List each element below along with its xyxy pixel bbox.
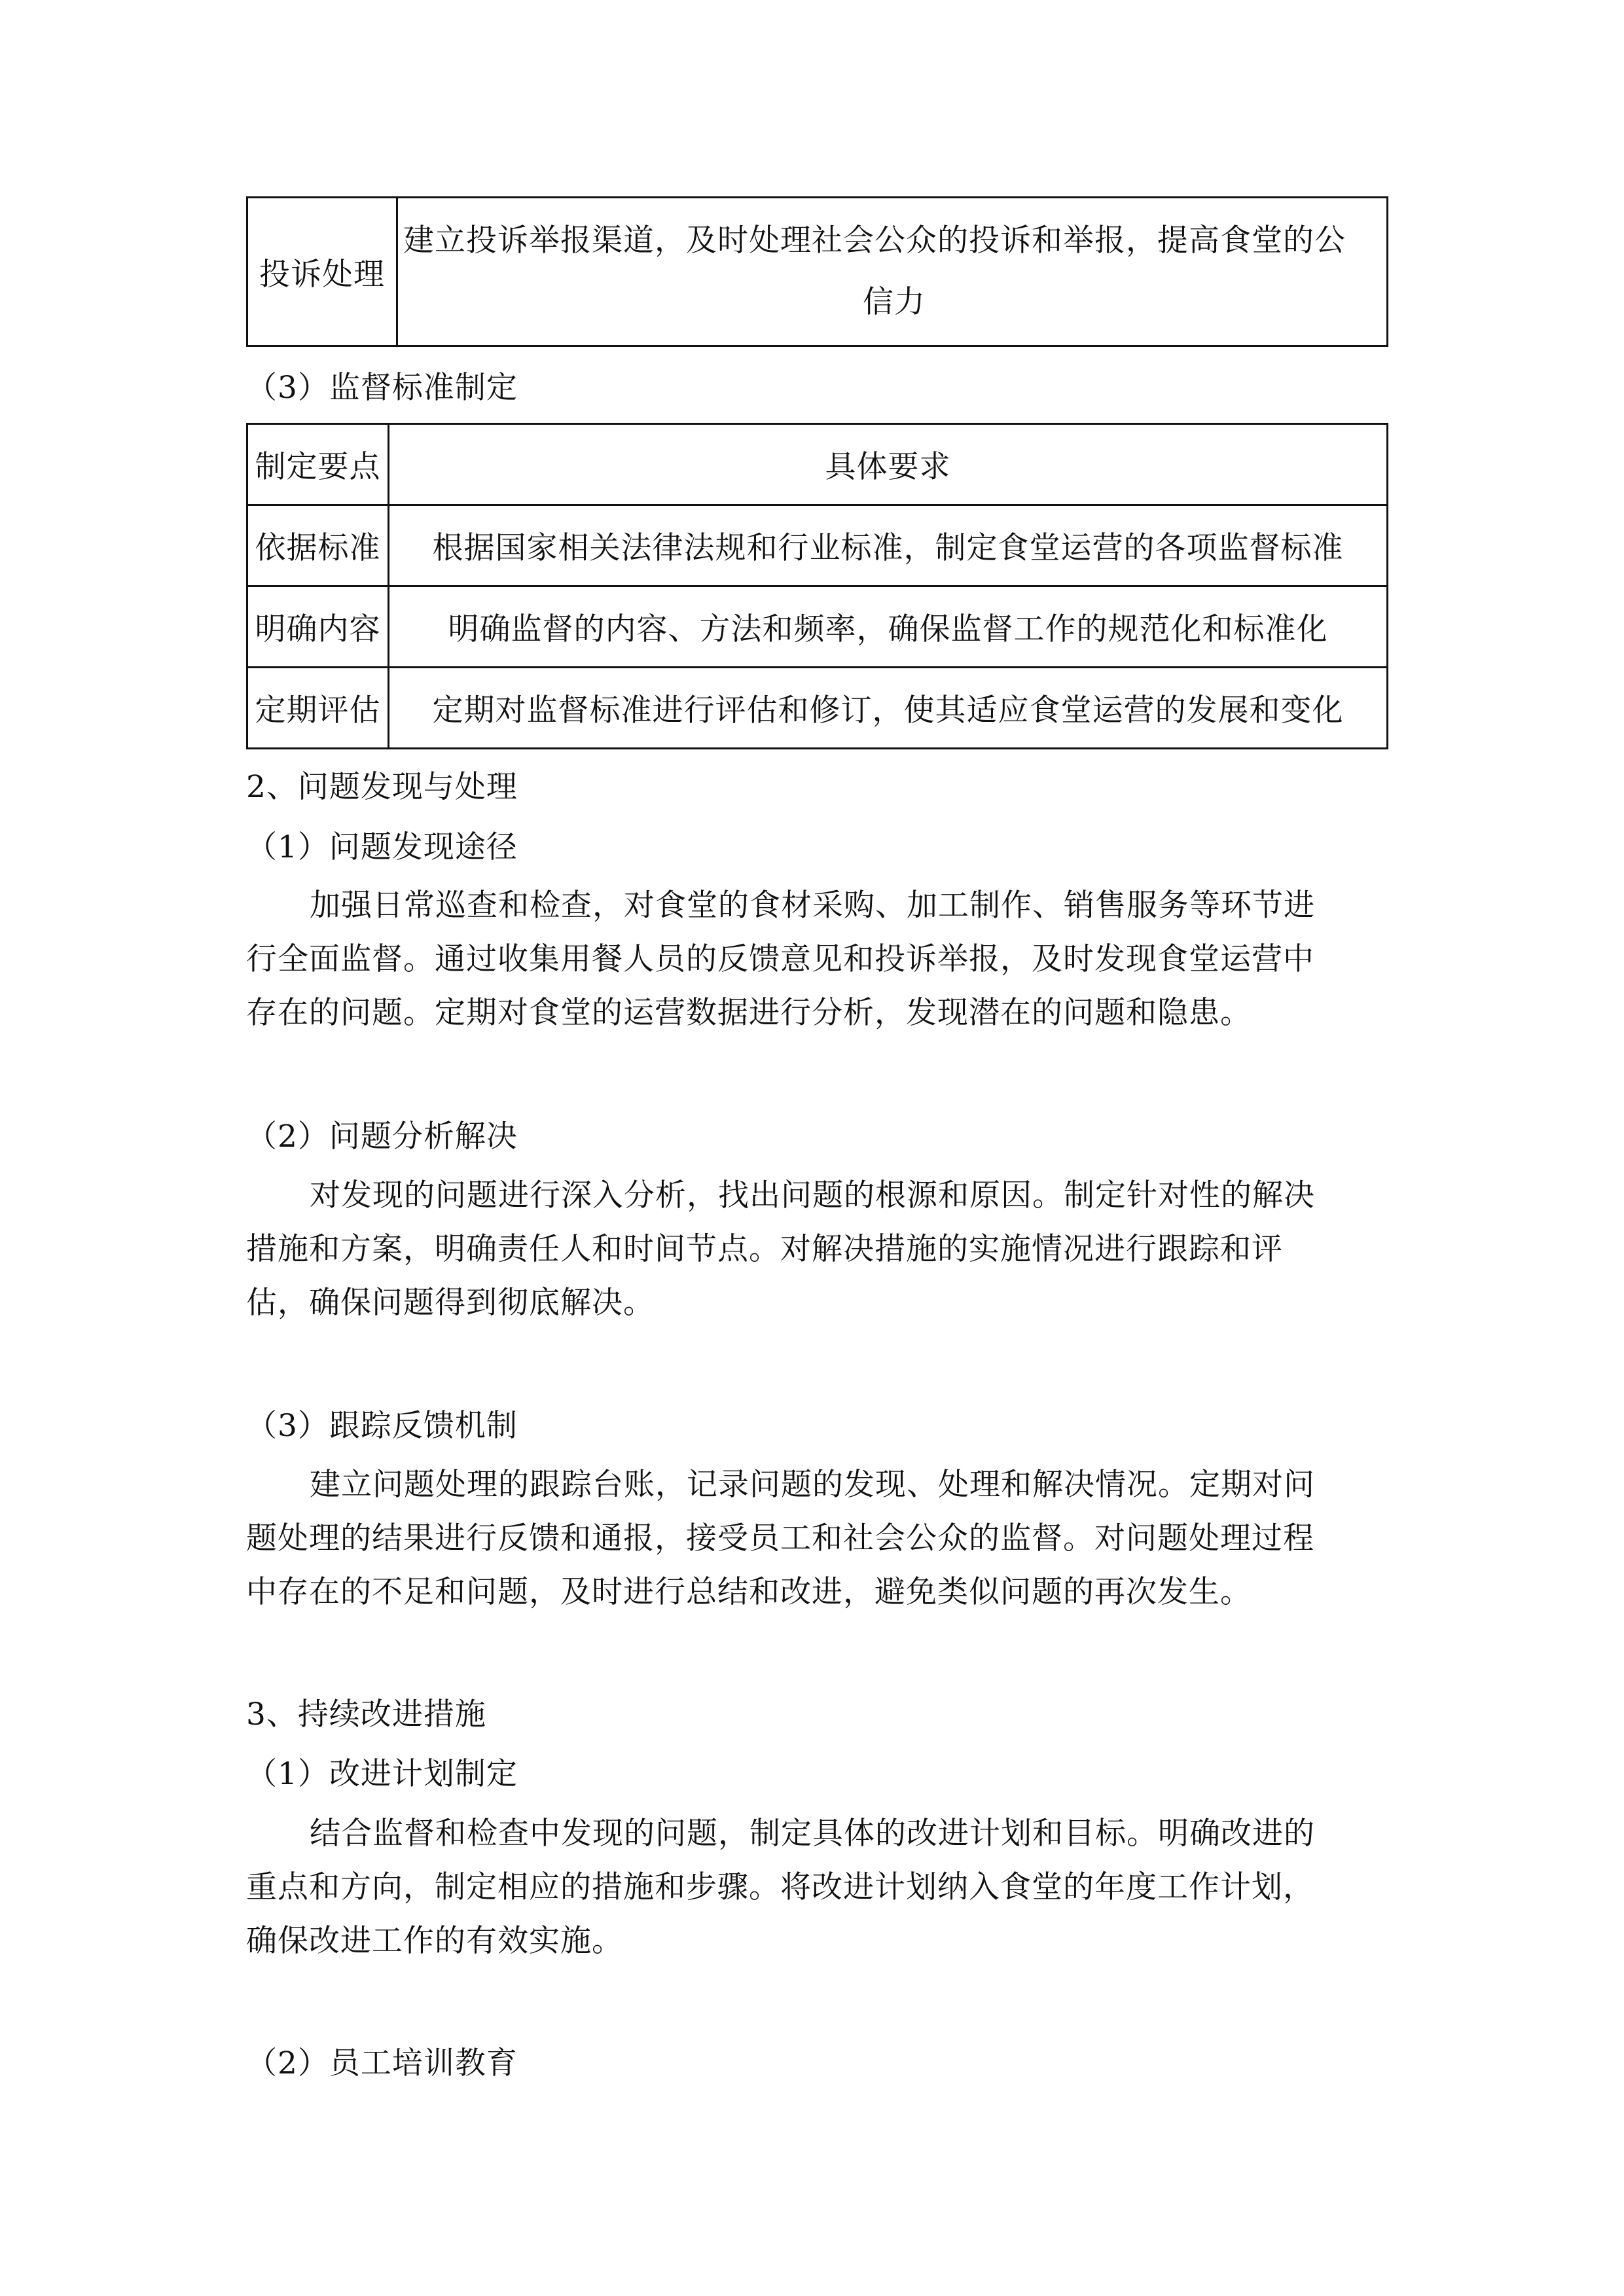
paragraph — [246, 1169, 1388, 1330]
paragraph-line: 措施和方案，明确责任人和时间节点。对解决措施的实施情况进行跟踪和评 — [246, 1231, 1283, 1267]
paragraph-line: 行全面监督。通过收集用餐人员的反馈意见和投诉举报，及时发现食堂运营中 — [246, 941, 1314, 977]
paragraph-line: 结合监督和检查中发现的问题，制定具体的改进计划和目标。明确改进的 — [310, 1816, 1315, 1852]
paragraph-line: 中存在的不足和问题，及时进行总结和改进，避免类似问题的再次发生。 — [246, 1574, 1252, 1610]
section-heading: 2、问题发现与处理 — [246, 769, 518, 805]
table-row — [247, 198, 1388, 346]
paragraph-line: 确保改进工作的有效实施。 — [246, 1923, 623, 1959]
subsection-heading: （1）问题发现途径 — [246, 829, 518, 865]
paragraph-line: 建立问题处理的跟踪台账，记录问题的发现、处理和解决情况。定期对问 — [310, 1467, 1315, 1503]
standards-table — [246, 423, 1388, 749]
paragraph-line: 加强日常巡查和检查，对食堂的食材采购、加工制作、销售服务等环节进 — [310, 888, 1315, 924]
paragraph — [246, 879, 1388, 1040]
subsection-heading: （3）跟踪反馈机制 — [246, 1408, 518, 1444]
header-value: 具体要求 — [389, 424, 1388, 505]
paragraph-line: 估，确保问题得到彻底解决。 — [246, 1285, 655, 1321]
table-row — [247, 586, 1388, 668]
header-key: 制定要点 — [247, 424, 389, 505]
section-heading: 3、持续改进措施 — [246, 1696, 486, 1732]
row-value-line1: 建立投诉举报渠道，及时处理社会公众的投诉和举报，提高食堂的公 — [403, 223, 1346, 259]
row-key: 依据标准 — [247, 505, 389, 586]
table-row — [247, 505, 1388, 586]
paragraph-line: 存在的问题。定期对食堂的运营数据进行分析，发现潜在的问题和隐患。 — [246, 995, 1252, 1031]
table-row — [247, 668, 1388, 749]
subsection-heading: （2）员工培训教育 — [246, 2045, 518, 2081]
row-value: 根据国家相关法律法规和行业标准，制定食堂运营的各项监督标准 — [389, 505, 1388, 586]
row-value: 明确监督的内容、方法和频率，确保监督工作的规范化和标准化 — [389, 586, 1388, 668]
table-header-row — [247, 424, 1388, 505]
row-value: 定期对监督标准进行评估和修订，使其适应食堂运营的发展和变化 — [389, 668, 1388, 749]
row-value-line2: 信力 — [863, 284, 926, 320]
section-heading: （3）监督标准制定 — [246, 370, 518, 406]
paragraph-line: 题处理的结果进行反馈和通报，接受员工和社会公众的监督。对问题处理过程 — [246, 1520, 1314, 1556]
subsection-heading: （1）改进计划制定 — [246, 1756, 518, 1792]
subsection-heading: （2）问题分析解决 — [246, 1119, 518, 1155]
row-key: 明确内容 — [247, 586, 389, 668]
row-key: 投诉处理 — [247, 198, 397, 346]
paragraph-line: 重点和方向，制定相应的措施和步骤。将改进计划纳入食堂的年度工作计划， — [246, 1869, 1314, 1905]
complaint-table — [246, 196, 1388, 347]
row-key: 定期评估 — [247, 668, 389, 749]
paragraph-line: 对发现的问题进行深入分析，找出问题的根源和原因。制定针对性的解决 — [310, 1177, 1315, 1213]
row-value — [397, 198, 1388, 346]
paragraph — [246, 1807, 1388, 1968]
paragraph — [246, 1458, 1388, 1619]
